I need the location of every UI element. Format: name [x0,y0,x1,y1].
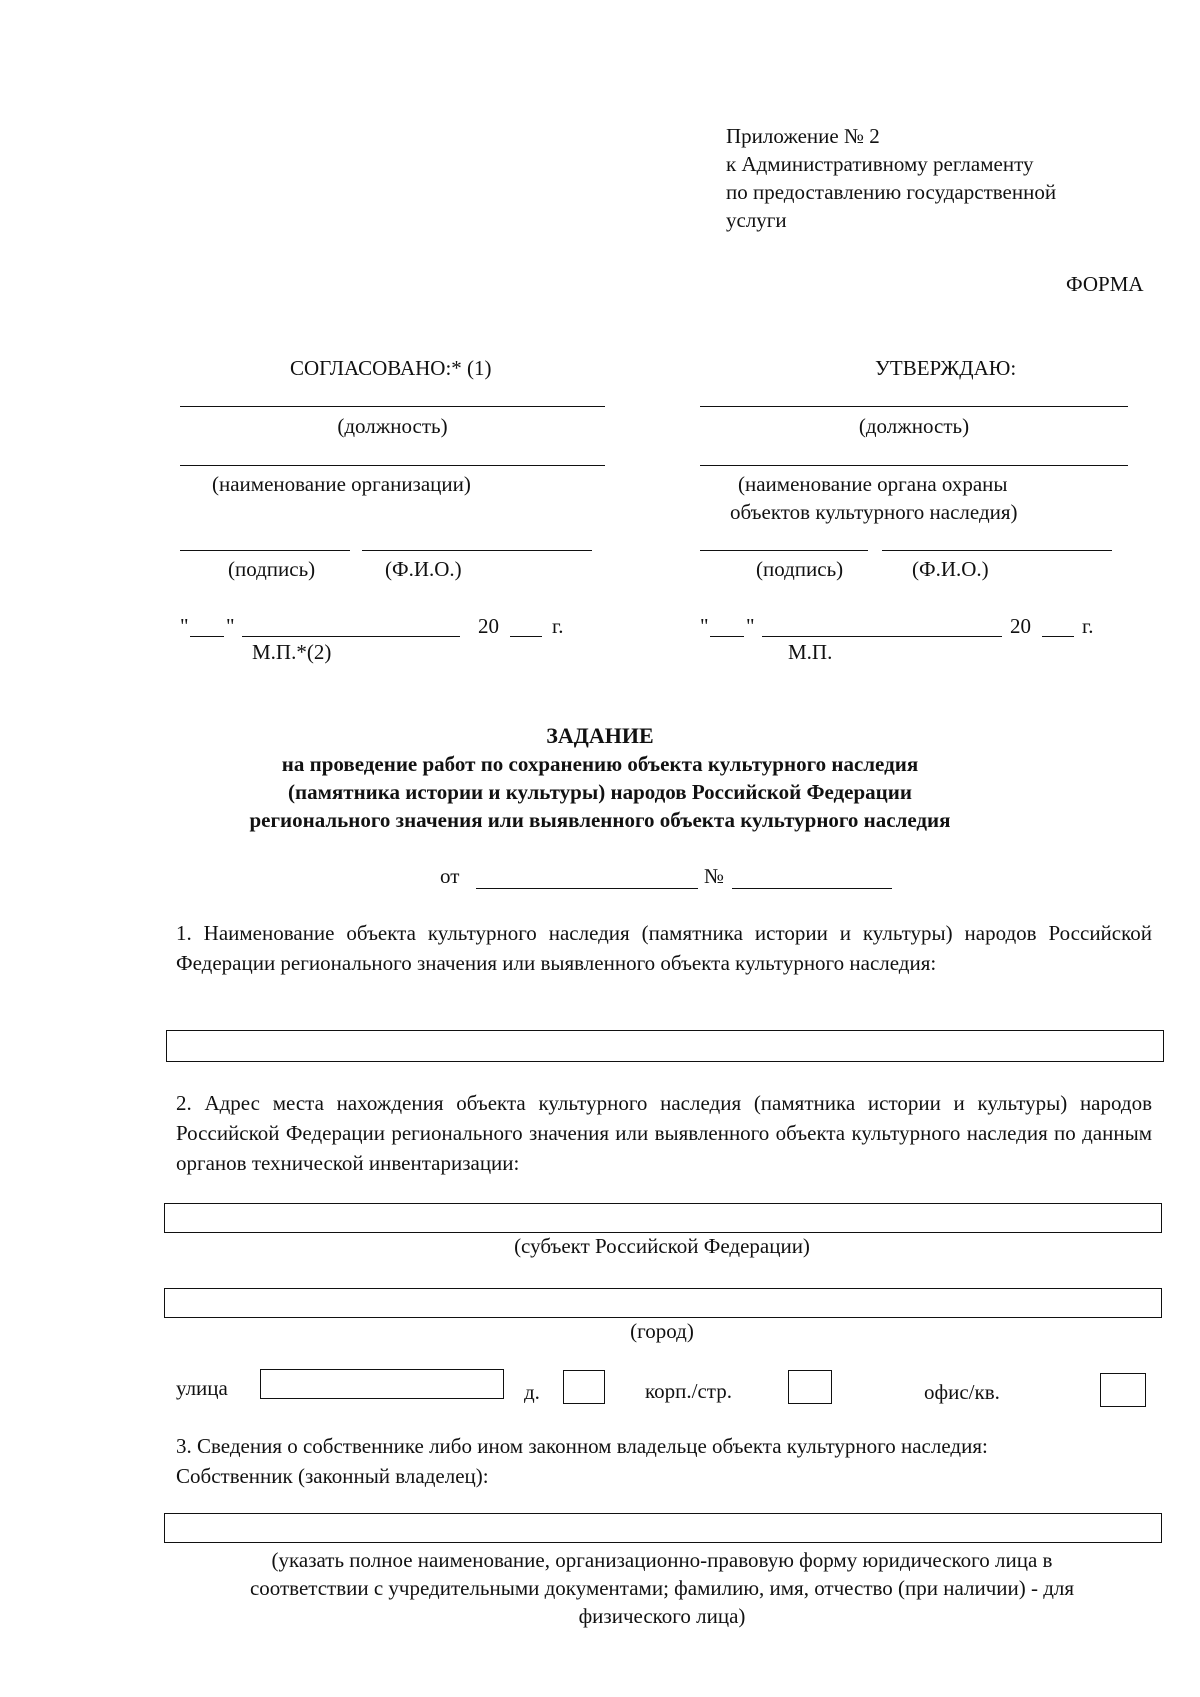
left-stamp: М.П.*(2) [252,640,332,664]
subject-field[interactable] [164,1203,1162,1233]
left-year-line[interactable] [510,636,542,637]
left-month-line[interactable] [242,636,460,637]
right-year-suffix: г. [1082,614,1094,638]
appendix-header [726,122,1056,234]
left-org-caption: (наименование организации) [212,472,471,496]
left-position-line[interactable] [180,406,605,407]
right-date-quote-close: " [746,614,755,638]
right-fio-caption: (Ф.И.О.) [912,557,989,581]
section-3-line-1: 3. Сведения о собственнике либо ином законном владельце объекта культурного наследия: [176,1434,988,1458]
appendix-line: услуги [726,208,787,232]
left-year-suffix: г. [552,614,564,638]
left-date-quote-open: " [180,614,189,638]
from-label: от [440,864,460,888]
section-1-text: 1. Наименование объекта культурного наследия (памятника истории и культуры) народов Российской Федерации регионального значения или выявленного объекта культурного наследия: [176,921,1152,975]
approve-heading: УТВЕРЖДАЮ: [875,356,1017,380]
building-label: корп./стр. [645,1379,732,1403]
task-subtitle-line: на проведение работ по сохранению объекта культурного наследия [281,752,919,776]
appendix-line: к Административному регламенту [726,152,1034,176]
owner-caption [164,1546,1160,1630]
left-position-caption: (должность) [337,414,448,438]
right-month-line[interactable] [762,636,1002,637]
right-day-line[interactable] [710,636,744,637]
task-subtitle-line: (памятника истории и культуры) народов Российской Федерации [288,780,912,804]
object-name-field[interactable] [166,1030,1164,1062]
city-caption: (город) [630,1319,694,1343]
task-subtitle-line: регионального значения или выявленного объекта культурного наследия [249,808,951,832]
office-field[interactable] [1100,1373,1146,1407]
office-label: офис/кв. [924,1380,1000,1404]
left-fio-caption: (Ф.И.О.) [385,557,462,581]
owner-caption-line: физического лица) [578,1604,746,1628]
task-title: ЗАДАНИЕ [546,723,654,748]
section-3-line-2: Собственник (законный владелец): [176,1464,489,1488]
left-signature-line[interactable] [180,550,350,551]
left-org-line[interactable] [180,465,605,466]
left-year-prefix: 20 [478,614,499,638]
right-year-prefix: 20 [1010,614,1031,638]
appendix-line: по предоставлению государственной [726,180,1057,204]
left-signature-caption: (подпись) [228,557,316,581]
owner-field[interactable] [164,1513,1162,1543]
right-year-line[interactable] [1042,636,1074,637]
task-date-line[interactable] [476,888,698,889]
owner-caption-line: соответствии с учредительными документами; фамилию, имя, отчество (при наличии) - для [249,1576,1075,1600]
right-org-caption-2: объектов культурного наследия) [730,500,1018,524]
left-day-line[interactable] [190,636,224,637]
street-field[interactable] [260,1369,504,1399]
right-signature-caption: (подпись) [756,557,844,581]
right-org-line[interactable] [700,465,1128,466]
right-position-line[interactable] [700,406,1128,407]
right-org-caption-1: (наименование органа охраны [738,472,1008,496]
city-field[interactable] [164,1288,1162,1318]
agreed-heading: СОГЛАСОВАНО:* (1) [290,356,492,380]
number-label: № [704,864,725,888]
left-fio-line[interactable] [362,550,592,551]
right-signature-line[interactable] [700,550,868,551]
task-number-line[interactable] [732,888,892,889]
house-label: д. [524,1380,540,1404]
building-field[interactable] [788,1370,832,1404]
left-date-quote-close: " [226,614,235,638]
right-date-quote-open: " [700,614,709,638]
house-field[interactable] [563,1370,605,1404]
appendix-line: Приложение № 2 [726,124,880,148]
task-title-block [0,722,1200,834]
section-2-text: 2. Адрес места нахождения объекта культурного наследия (памятника истории и культуры) народов Российской Федерации регионального значения или выявленного объекта культурного наследия по данным органов технической инвентаризации: [176,1091,1152,1175]
right-fio-line[interactable] [882,550,1112,551]
owner-caption-line: (указать полное наименование, организационно-правовую форму юридического лица в [271,1548,1053,1572]
street-label: улица [176,1376,228,1400]
right-position-caption: (должность) [858,414,970,438]
right-stamp: М.П. [788,640,833,664]
form-label: ФОРМА [1066,272,1144,296]
subject-caption: (субъект Российской Федерации) [514,1234,810,1258]
